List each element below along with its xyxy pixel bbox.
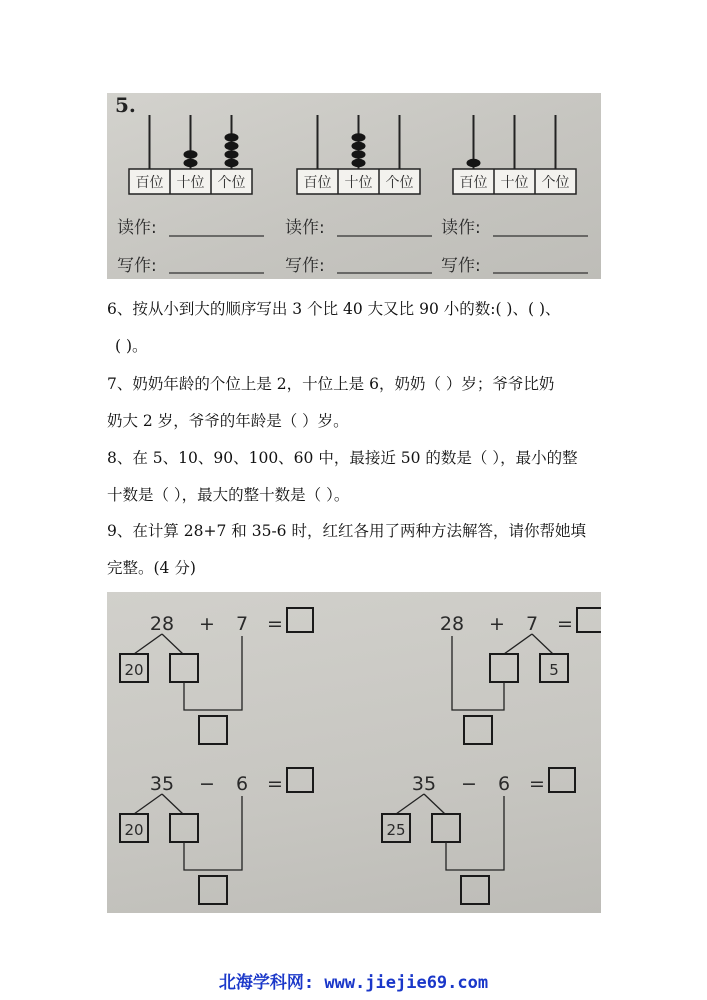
question-6-line-2: ( )。	[115, 337, 148, 355]
answer-box	[432, 814, 460, 842]
operator: −	[199, 773, 215, 795]
answer-box	[170, 814, 198, 842]
first-number: 35	[411, 773, 437, 795]
equals-sign: =	[557, 613, 573, 635]
split-branch	[162, 634, 183, 654]
operator: +	[489, 613, 505, 635]
result-answer-box	[287, 768, 313, 792]
result-answer-box	[549, 768, 575, 792]
place-value-label: 百位	[135, 175, 164, 191]
combine-bracket	[446, 796, 504, 870]
combined-answer-box	[199, 716, 227, 744]
problem-3	[120, 768, 313, 904]
abacus-bead	[225, 159, 239, 167]
second-number: 6	[497, 773, 511, 795]
answer-box	[490, 654, 518, 682]
combined-answer-box	[461, 876, 489, 904]
abacus-bead	[184, 150, 198, 158]
problem-2	[440, 608, 601, 744]
abacus-photo	[107, 93, 601, 279]
question-6-line-1: 6、按从小到大的顺序写出 3 个比 40 大又比 90 小的数:( )、( )、	[107, 300, 561, 318]
abacus-bead	[225, 142, 239, 150]
calculation-photo	[107, 592, 601, 913]
question-9-line-2: 完整。(4 分)	[107, 559, 196, 577]
operator: +	[199, 613, 215, 635]
abacus-bead	[225, 133, 239, 141]
split-branch	[134, 794, 162, 814]
second-number: 7	[235, 613, 249, 635]
given-part: 5	[549, 661, 559, 679]
abacus-bead	[467, 159, 481, 167]
equals-sign: =	[529, 773, 545, 795]
given-part: 20	[124, 821, 144, 839]
read-label: 读作:	[441, 218, 481, 238]
result-answer-box	[577, 608, 601, 632]
answer-box	[170, 654, 198, 682]
combine-bracket	[184, 636, 242, 710]
result-answer-box	[287, 608, 313, 632]
read-label: 读作:	[285, 218, 325, 238]
split-branch	[396, 794, 424, 814]
abacus-bead	[184, 159, 198, 167]
given-part: 25	[386, 821, 406, 839]
abacus-1	[117, 115, 264, 276]
split-branch	[162, 794, 183, 814]
split-branch	[134, 634, 162, 654]
problem-1	[120, 608, 313, 744]
question-7-line-1: 7、奶奶年龄的个位上是 2，十位上是 6，奶奶（ ）岁；爷爷比奶	[107, 375, 555, 393]
decomposition-diagrams	[107, 592, 601, 913]
place-value-label: 个位	[541, 175, 570, 191]
place-value-label: 个位	[217, 175, 246, 191]
place-value-label: 十位	[500, 175, 529, 191]
combine-bracket	[184, 796, 242, 870]
equals-sign: =	[267, 613, 283, 635]
first-number: 35	[149, 773, 175, 795]
question-5-number: 5.	[115, 93, 136, 117]
question-9-line-1: 9、在计算 28+7 和 35-6 时，红红各用了两种方法解答，请你帮她填	[107, 522, 586, 540]
place-value-label: 百位	[303, 175, 332, 191]
operator: −	[461, 773, 477, 795]
split-branch	[532, 634, 553, 654]
abacus-bead	[352, 159, 366, 167]
problem-4	[382, 768, 575, 904]
place-value-label: 十位	[344, 175, 373, 191]
combine-bracket	[452, 636, 504, 710]
abacus-bead	[225, 150, 239, 158]
given-part: 20	[124, 661, 144, 679]
equals-sign: =	[267, 773, 283, 795]
first-number: 28	[149, 613, 175, 635]
place-value-label: 十位	[176, 175, 205, 191]
question-8-line-2: 十数是（ ），最大的整十数是（ ）。	[107, 486, 350, 504]
first-number: 28	[439, 613, 465, 635]
write-label: 写作:	[441, 256, 481, 276]
place-value-label: 百位	[459, 175, 488, 191]
abacus-bead	[352, 142, 366, 150]
combined-answer-box	[464, 716, 492, 744]
abacus-bead	[352, 133, 366, 141]
split-branch	[504, 634, 532, 654]
second-number: 7	[525, 613, 539, 635]
read-label: 读作:	[117, 218, 157, 238]
question-8-line-1: 8、在 5、10、90、100、60 中，最接近 50 的数是（ ），最小的整	[107, 449, 578, 467]
footer-website: 北海学科网: www.jiejie69.com	[218, 973, 489, 993]
abacus-diagrams	[107, 93, 601, 279]
split-branch	[424, 794, 445, 814]
abacus-bead	[352, 150, 366, 158]
combined-answer-box	[199, 876, 227, 904]
write-label: 写作:	[117, 256, 157, 276]
write-label: 写作:	[285, 256, 325, 276]
abacus-3	[441, 115, 588, 276]
question-7-line-2: 奶大 2 岁，爷爷的年龄是（ ）岁。	[107, 412, 349, 430]
place-value-label: 个位	[385, 175, 414, 191]
abacus-2	[285, 115, 432, 276]
second-number: 6	[235, 773, 249, 795]
